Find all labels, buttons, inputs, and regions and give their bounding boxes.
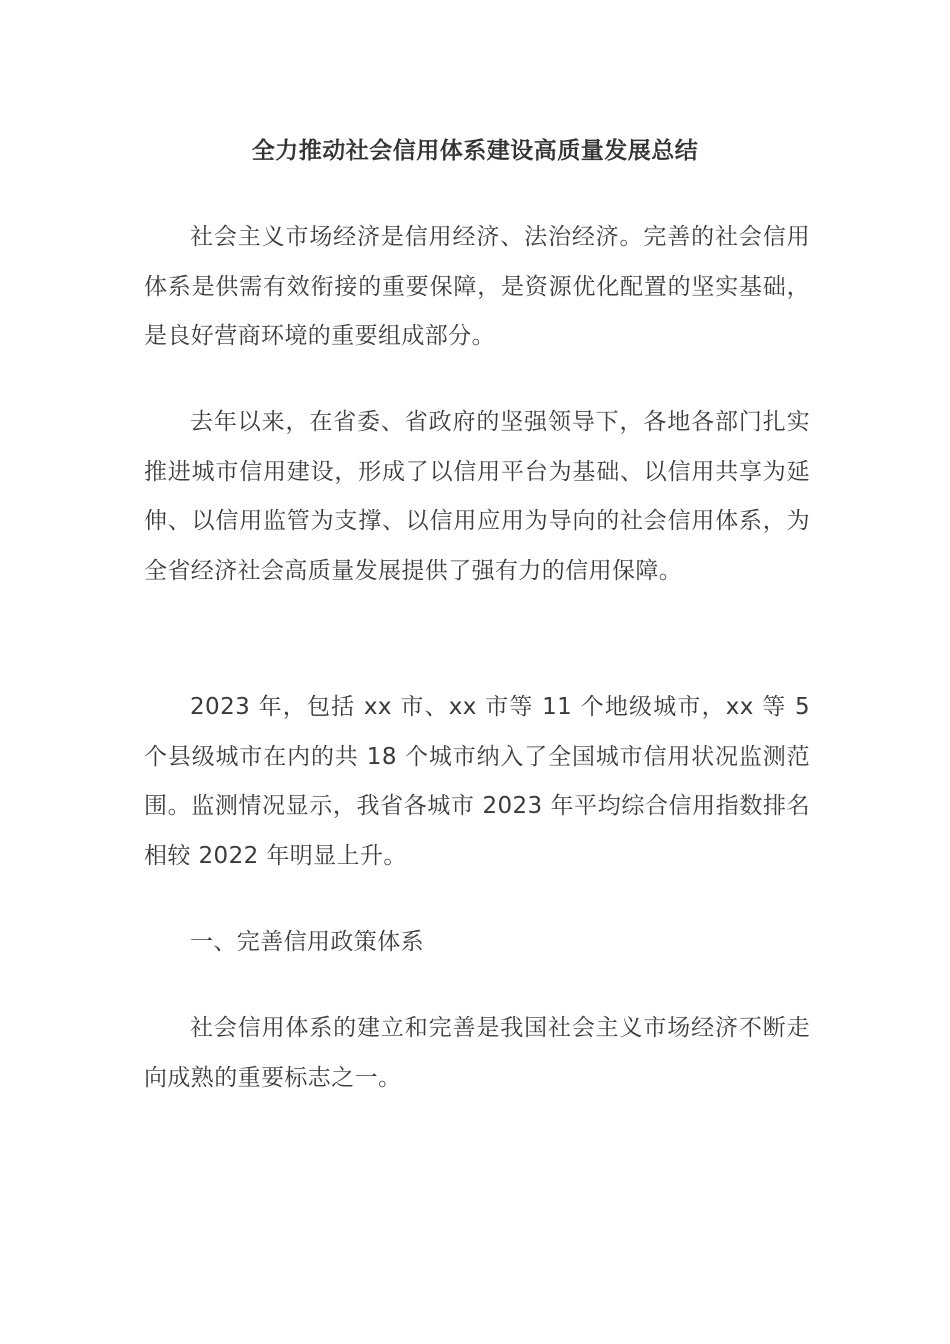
paragraph-text: 去年以来，在省委、省政府的坚强领导下，各地各部门扎实推进城市信用建设，形成了以信用平台为基础、以信用共享为延伸、以信用监管为支撑、以信用应用为导向的社会信用体系，为全省经济社会高质量发展提供了强有力的信用保障。	[144, 409, 810, 584]
section-paragraph: 社会信用体系的建立和完善是我国社会主义市场经济不断走向成熟的重要标志之一。	[144, 1015, 810, 1091]
section-paragraph-block	[144, 1004, 810, 1103]
paragraph-text: 2023 年，包括 xx 市、xx 市等 11 个地级城市，xx 等 5 个县级城市在内的共 18 个城市纳入了全国城市信用状况监测范围。监测情况显示，我省各城市 2023 年平均综合信用指数排名相较 2022 年明显上升。	[144, 694, 810, 869]
section-heading-block	[144, 918, 810, 968]
paragraph-3	[144, 683, 810, 881]
document-title: 全力推动社会信用体系建设高质量发展总结	[251, 138, 699, 164]
paragraph-text: 社会主义市场经济是信用经济、法治经济。完善的社会信用体系是供需有效衔接的重要保障，是资源优化配置的坚实基础，是良好营商环境的重要组成部分。	[144, 224, 810, 349]
paragraph-1	[144, 213, 810, 362]
section-heading: 一、完善信用政策体系	[190, 929, 424, 955]
paragraph-2	[144, 398, 810, 596]
